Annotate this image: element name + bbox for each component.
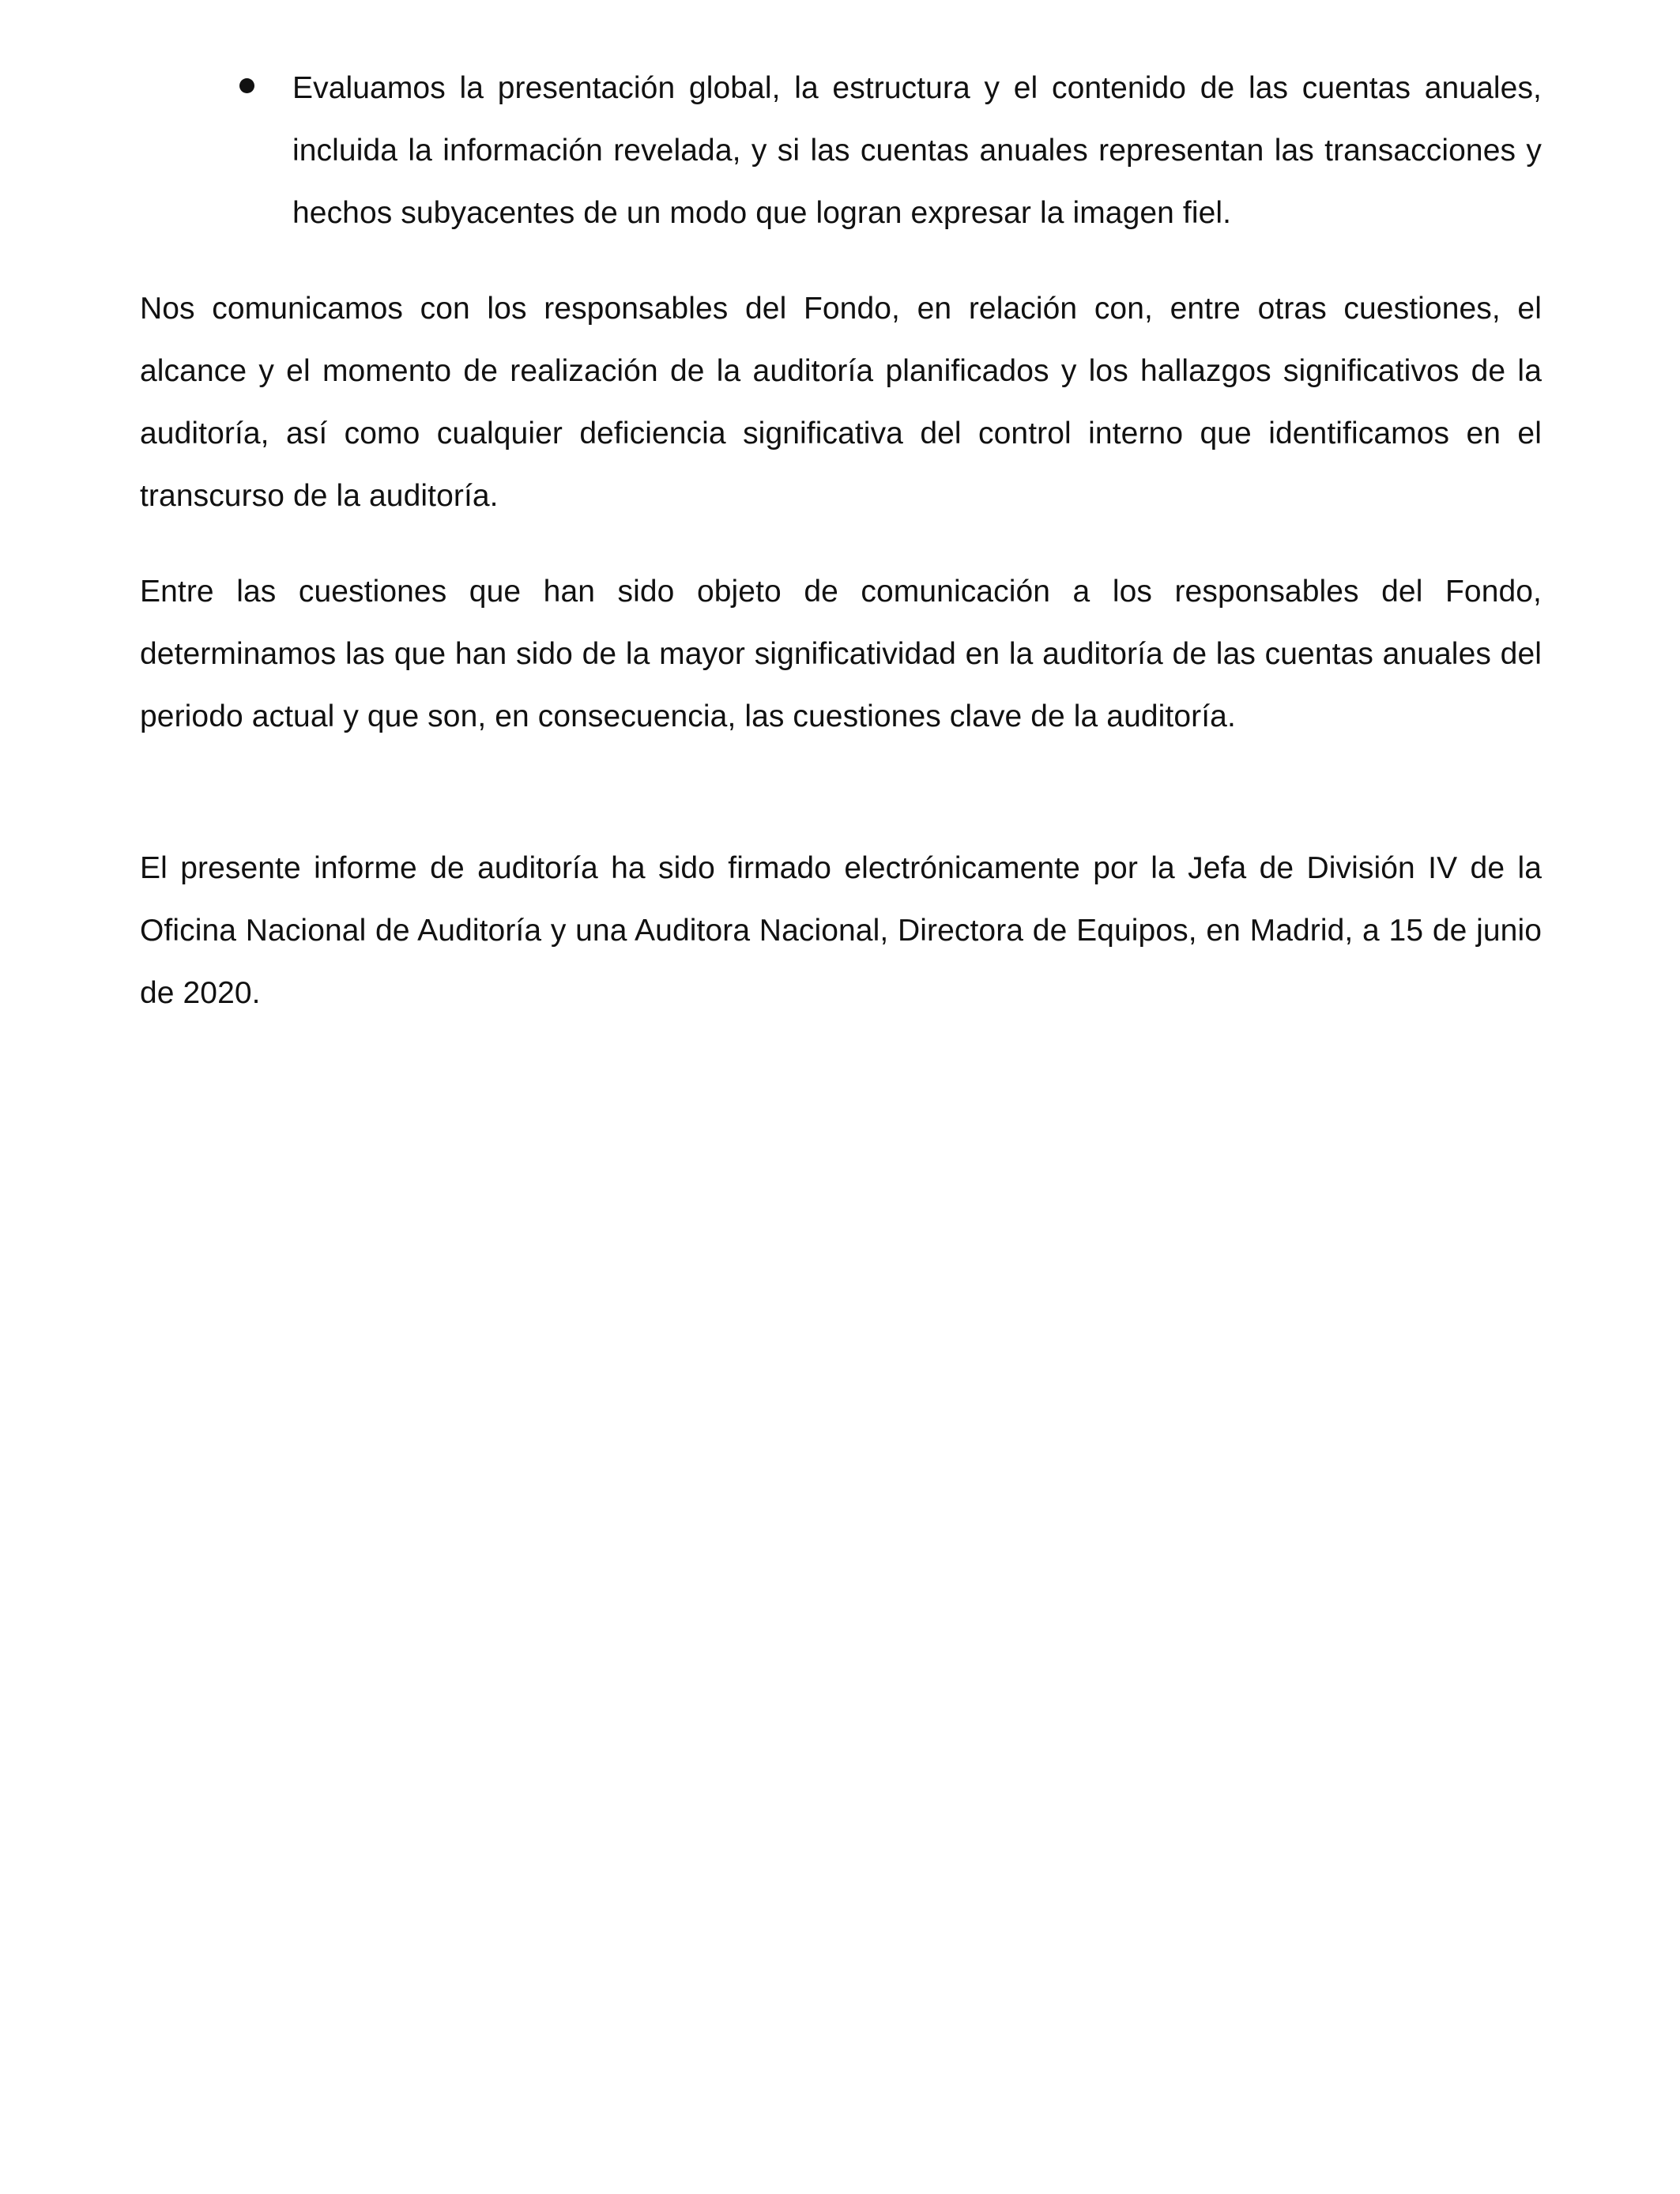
bullet-text: Evaluamos la presentación global, la estructura y el contenido de las cuentas anuales, incluida la información revelada, y si las cuentas anuales representan las transacciones y hechos subyacentes de un modo que logran expresar la imagen fiel. (292, 71, 1542, 230)
paragraph-communication: Nos comunicamos con los responsables del Fondo, en relación con, entre otras cuestiones, el alcance y el momento de realización de la auditoría planificados y los hallazgos significativos de la auditoría, así como cualquier deficiencia significativa del control interno que identificamos en el transcurso de la auditoría. (140, 292, 1542, 513)
bullet-item (292, 57, 1542, 244)
paragraph-signature: El presente informe de auditoría ha sido firmado electrónicamente por la Jefa de División IV de la Oficina Nacional de Auditoría y una Auditora Nacional, Directora de Equipos, en Madrid, a 15 de junio de 2020. (140, 851, 1542, 1010)
document-body (140, 57, 1542, 1024)
paragraph-key-matters: Entre las cuestiones que han sido objeto de comunicación a los responsables del Fondo, determinamos las que han sido de la mayor significatividad en la auditoría de las cuentas anuales del periodo actual y que son, en consecuencia, las cuestiones clave de la auditoría. (140, 575, 1542, 733)
bullet-dot-icon (239, 78, 254, 93)
